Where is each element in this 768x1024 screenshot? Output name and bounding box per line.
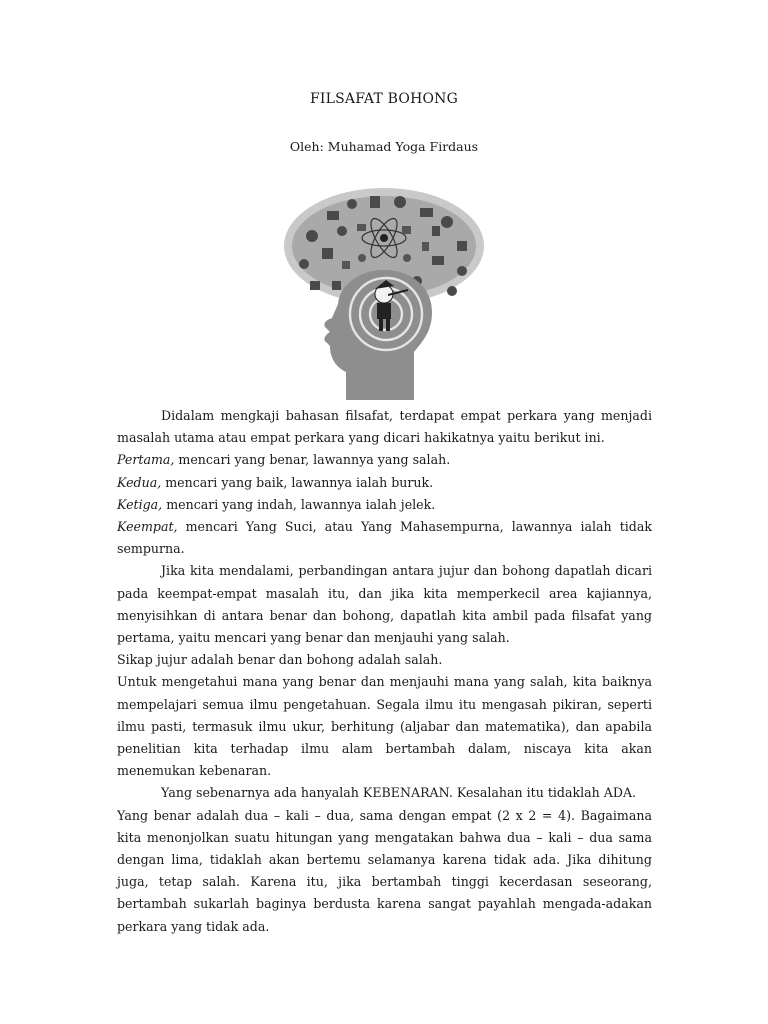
paragraph: Yang sebenarnya ada hanyalah KEBENARAN. Kesalahan itu tidaklah ADA.	[161, 785, 637, 801]
paragraph: Untuk mengetahui mana yang benar dan menjauhi mana yang salah, kita baiknya mempelajari semua ilmu pengetahuan. Segala ilmu itu mengasah pikiran, seperti ilmu pasti, termasuk ilmu ukur, berhitung (aljabar dan matematika), dan apabila penelitian kita terhadap ilmu alam bertambah dalam, niscaya kita akan menemukan kebenaran.	[117, 674, 652, 779]
document-author: Oleh: Muhamad Yoga Firdaus	[289, 139, 479, 154]
document-body	[117, 405, 652, 938]
list-item	[117, 449, 652, 471]
list-item	[117, 516, 652, 560]
paragraph: Sikap jujur adalah benar dan bohong adalah salah.	[117, 652, 443, 668]
paragraph: Yang benar adalah dua – kali – dua, sama dengan empat (2 x 2 = 4). Bagaimana kita menonjolkan suatu hitungan yang mengatakan bahwa dua – kali – dua sama dengan lima, tidaklah akan bertemu selamanya karena tidak ada. Jika dihitung juga, tetap salah. Karena itu, jika bertambah tinggi kecerdasan seseorang, bertambah sukarlah baginya berdusta karena sangat payahlah mengada-adakan perkara yang tidak ada.	[117, 807, 652, 934]
list-item-label: Ketiga,	[117, 496, 163, 512]
list-item-label: Kedua,	[117, 474, 162, 490]
document-title: FILSAFAT BOHONG	[309, 91, 459, 107]
list-item	[117, 472, 652, 494]
list-item-label: Pertama,	[117, 452, 175, 468]
list-item-text: mencari yang benar, lawannya yang salah.	[174, 452, 451, 468]
list-item	[117, 494, 652, 516]
list-item-text: mencari Yang Suci, atau Yang Mahasempurna, lawannya ialah tidak sempurna.	[117, 519, 652, 557]
paragraph: Jika kita mendalami, perbandingan antara jujur dan bohong dapatlah dicari pada keempat-empat masalah itu, dan jika kita memperkecil area kajiannya, menyisihkan di antara benar dan bohong, dapatlah kita ambil pada filsafat yang pertama, yaitu mencari yang benar dan menjauhi yang salah.	[117, 563, 652, 646]
list-item-text: mencari yang baik, lawannya ialah buruk.	[161, 474, 434, 490]
head-thinking-illustration	[282, 186, 486, 400]
paragraph: Didalam mengkaji bahasan filsafat, terdapat empat perkara yang menjadi masalah utama atau empat perkara yang dicari hakikatnya yaitu berikut ini.	[117, 408, 652, 446]
list-item-text: mencari yang indah, lawannya ialah jelek.	[162, 496, 436, 512]
list-item-label: Keempat,	[117, 519, 178, 535]
